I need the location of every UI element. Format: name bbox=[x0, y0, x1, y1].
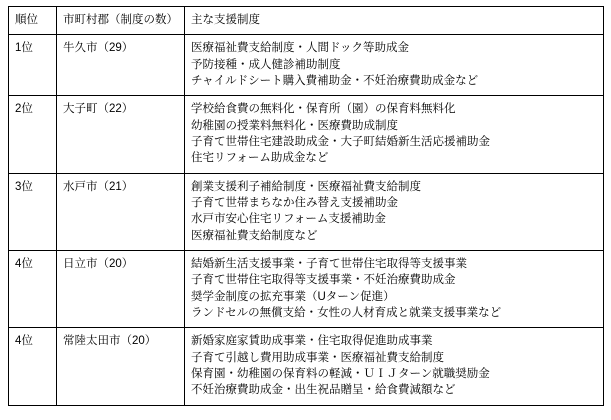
program-line: 水戸市安心住宅リフォーム支援補助金 bbox=[191, 213, 386, 226]
table-row bbox=[9, 35, 604, 96]
program-line: 医療福祉費支給制度など bbox=[191, 229, 318, 242]
city-value: 水戸市（21） bbox=[57, 173, 185, 250]
program-line: 医療福祉費支給制度・人間ドック等助成金 bbox=[191, 42, 410, 55]
column-header-city: 市町村郡（制度の数） bbox=[57, 7, 185, 35]
program-line: 保育園・幼稚園の保育料の軽減・ＵＩＪターン就職奨励金 bbox=[191, 367, 490, 380]
program-line: 創業支援利子補給制度・医療福祉費支給制度 bbox=[191, 180, 421, 193]
program-line: 子育て世帯住宅取得等支援事業・不妊治療費助成金 bbox=[191, 274, 456, 287]
rank-value: 4位 bbox=[9, 328, 57, 405]
city-value: 牛久市（29） bbox=[57, 35, 185, 96]
table-row bbox=[9, 96, 604, 173]
program-line: 新婚家庭家賃助成事業・住宅取得促進助成事業 bbox=[191, 335, 433, 348]
city-value: 大子町（22） bbox=[57, 96, 185, 173]
rank-value: 4位 bbox=[9, 250, 57, 327]
program-line: 予防接種・成人健診補助制度 bbox=[191, 58, 341, 71]
program-line: 学校給食費の無料化・保育所（園）の保育料無料化 bbox=[191, 103, 456, 116]
programs-cell bbox=[185, 328, 604, 405]
program-line: ランドセルの無償支給・女性の人材育成と就業支援事業など bbox=[191, 306, 502, 319]
rank-value: 2位 bbox=[9, 96, 57, 173]
programs-cell bbox=[185, 96, 604, 173]
table-header-row bbox=[9, 7, 604, 35]
program-line: 子育て世帯住宅建設助成金・大子町結婚新生活応援補助金 bbox=[191, 135, 490, 148]
column-header-rank: 順位 bbox=[9, 7, 57, 35]
rank-value: 1位 bbox=[9, 35, 57, 96]
programs-cell bbox=[185, 250, 604, 327]
support-programs-table bbox=[8, 6, 604, 406]
programs-cell bbox=[185, 35, 604, 96]
program-line: 子育て世帯まちなか住み替え支援補助金 bbox=[191, 196, 398, 209]
program-line: 奨学金制度の拡充事業（Uターン促進） bbox=[191, 290, 395, 303]
program-line: 子育て引越し費用助成事業・医療福祉費支給制度 bbox=[191, 351, 444, 364]
city-value: 常陸太田市（20） bbox=[57, 328, 185, 405]
program-line: 幼稚園の授業料無料化・医療費助成制度 bbox=[191, 119, 398, 132]
table-row bbox=[9, 173, 604, 250]
program-line: 結婚新生活支援事業・子育て世帯住宅取得等支援事業 bbox=[191, 257, 467, 270]
program-line: 不妊治療費助成金・出生祝品贈呈・給食費減額など bbox=[191, 384, 456, 397]
table-row bbox=[9, 328, 604, 405]
rank-value: 3位 bbox=[9, 173, 57, 250]
program-line: 住宅リフォーム助成金など bbox=[191, 152, 329, 165]
table-row bbox=[9, 250, 604, 327]
column-header-programs: 主な支援制度 bbox=[185, 7, 604, 35]
program-line: チャイルドシート購入費補助金・不妊治療費助成金など bbox=[191, 74, 479, 87]
programs-cell bbox=[185, 173, 604, 250]
city-value: 日立市（20） bbox=[57, 250, 185, 327]
